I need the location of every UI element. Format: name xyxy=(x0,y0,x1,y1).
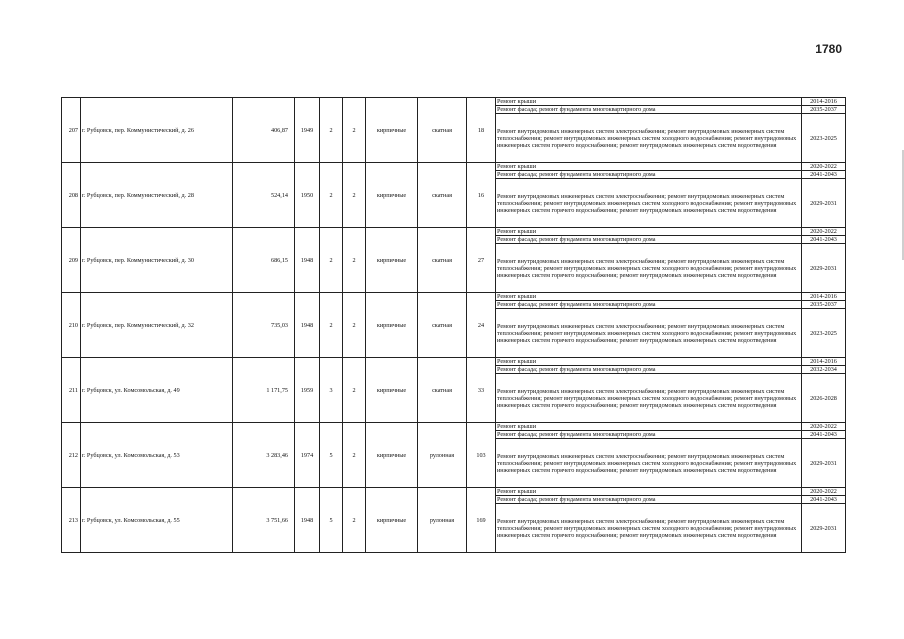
row-number: 209 xyxy=(62,228,81,293)
table-row xyxy=(62,423,846,431)
floors-cell: 5 xyxy=(320,488,343,553)
period-cell: 2041-2043 xyxy=(802,431,846,439)
table-row xyxy=(62,358,846,366)
period-cell: 2029-2031 xyxy=(802,439,846,488)
year-built-cell: 1948 xyxy=(295,228,320,293)
row-number: 208 xyxy=(62,163,81,228)
period-cell: 2035-2037 xyxy=(802,106,846,114)
work-engineering: Ремонт внутридомовых инженерных систем электроснабжения; ремонт внутридомовых инженерных систем теплоснабжения; ремонт внутридомовых инженерных систем холодного водоснабжения; ремонт внутридомовых инженерных систем горячего водоснабжения; ремонт внутридомовых инженерных систем водоотведения xyxy=(496,179,802,228)
row-number: 207 xyxy=(62,98,81,163)
work-facade: Ремонт фасада; ремонт фундамента многоквартирного дома xyxy=(496,236,802,244)
address-cell: г. Рубцовск, ул. Комсомольская, д. 55 xyxy=(81,488,233,553)
area-cell: 686,15 xyxy=(233,228,295,293)
work-facade: Ремонт фасада; ремонт фундамента многоквартирного дома xyxy=(496,366,802,374)
year-built-cell: 1948 xyxy=(295,293,320,358)
address-cell: г. Рубцовск, пер. Коммунистический, д. 32 xyxy=(81,293,233,358)
roof-type-cell: скатная xyxy=(418,228,467,293)
entrances-cell: 2 xyxy=(343,358,366,423)
apartments-cell: 103 xyxy=(467,423,496,488)
period-cell: 2029-2031 xyxy=(802,504,846,553)
row-number: 211 xyxy=(62,358,81,423)
work-roof: Ремонт крыши xyxy=(496,293,802,301)
address-cell: г. Рубцовск, пер. Коммунистический, д. 26 xyxy=(81,98,233,163)
apartments-cell: 27 xyxy=(467,228,496,293)
table-row xyxy=(62,228,846,236)
entrances-cell: 2 xyxy=(343,228,366,293)
row-number: 213 xyxy=(62,488,81,553)
period-cell: 2014-2016 xyxy=(802,293,846,301)
wall-material-cell: кирпичные xyxy=(366,293,418,358)
area-cell: 1 171,75 xyxy=(233,358,295,423)
entrances-cell: 2 xyxy=(343,293,366,358)
area-cell: 406,87 xyxy=(233,98,295,163)
apartments-cell: 18 xyxy=(467,98,496,163)
work-roof: Ремонт крыши xyxy=(496,163,802,171)
table-row xyxy=(62,293,846,301)
wall-material-cell: кирпичные xyxy=(366,163,418,228)
work-facade: Ремонт фасада; ремонт фундамента многоквартирного дома xyxy=(496,496,802,504)
apartments-cell: 16 xyxy=(467,163,496,228)
table-row xyxy=(62,488,846,496)
apartments-cell: 24 xyxy=(467,293,496,358)
period-cell: 2023-2025 xyxy=(802,309,846,358)
roof-type-cell: рулонная xyxy=(418,423,467,488)
table-row xyxy=(62,163,846,171)
wall-material-cell: кирпичные xyxy=(366,358,418,423)
year-built-cell: 1949 xyxy=(295,98,320,163)
roof-type-cell: скатная xyxy=(418,358,467,423)
period-cell: 2041-2043 xyxy=(802,236,846,244)
roof-type-cell: скатная xyxy=(418,293,467,358)
roof-type-cell: скатная xyxy=(418,98,467,163)
work-engineering: Ремонт внутридомовых инженерных систем электроснабжения; ремонт внутридомовых инженерных систем теплоснабжения; ремонт внутридомовых инженерных систем холодного водоснабжения; ремонт внутридомовых инженерных систем горячего водоснабжения; ремонт внутридомовых инженерных систем водоотведения xyxy=(496,309,802,358)
work-facade: Ремонт фасада; ремонт фундамента многоквартирного дома xyxy=(496,106,802,114)
period-cell: 2032-2034 xyxy=(802,366,846,374)
entrances-cell: 2 xyxy=(343,163,366,228)
apartments-cell: 33 xyxy=(467,358,496,423)
period-cell: 2014-2016 xyxy=(802,358,846,366)
period-cell: 2014-2016 xyxy=(802,98,846,106)
floors-cell: 3 xyxy=(320,358,343,423)
work-engineering: Ремонт внутридомовых инженерных систем электроснабжения; ремонт внутридомовых инженерных систем теплоснабжения; ремонт внутридомовых инженерных систем холодного водоснабжения; ремонт внутридомовых инженерных систем горячего водоснабжения; ремонт внутридомовых инженерных систем водоотведения xyxy=(496,114,802,163)
work-roof: Ремонт крыши xyxy=(496,98,802,106)
work-engineering: Ремонт внутридомовых инженерных систем электроснабжения; ремонт внутридомовых инженерных систем теплоснабжения; ремонт внутридомовых инженерных систем холодного водоснабжения; ремонт внутридомовых инженерных систем горячего водоснабжения; ремонт внутридомовых инженерных систем водоотведения xyxy=(496,439,802,488)
wall-material-cell: кирпичные xyxy=(366,98,418,163)
work-roof: Ремонт крыши xyxy=(496,358,802,366)
floors-cell: 2 xyxy=(320,293,343,358)
period-cell: 2041-2043 xyxy=(802,496,846,504)
row-number: 212 xyxy=(62,423,81,488)
year-built-cell: 1959 xyxy=(295,358,320,423)
wall-material-cell: кирпичные xyxy=(366,488,418,553)
floors-cell: 2 xyxy=(320,163,343,228)
row-number: 210 xyxy=(62,293,81,358)
wall-material-cell: кирпичные xyxy=(366,423,418,488)
period-cell: 2020-2022 xyxy=(802,228,846,236)
entrances-cell: 2 xyxy=(343,423,366,488)
year-built-cell: 1974 xyxy=(295,423,320,488)
roof-type-cell: рулонная xyxy=(418,488,467,553)
address-cell: г. Рубцовск, ул. Комсомольская, д. 49 xyxy=(81,358,233,423)
floors-cell: 5 xyxy=(320,423,343,488)
apartments-cell: 169 xyxy=(467,488,496,553)
work-facade: Ремонт фасада; ремонт фундамента многоквартирного дома xyxy=(496,431,802,439)
floors-cell: 2 xyxy=(320,228,343,293)
address-cell: г. Рубцовск, пер. Коммунистический, д. 28 xyxy=(81,163,233,228)
period-cell: 2041-2043 xyxy=(802,171,846,179)
repair-schedule-table xyxy=(61,97,846,553)
work-roof: Ремонт крыши xyxy=(496,488,802,496)
period-cell: 2029-2031 xyxy=(802,179,846,228)
area-cell: 735,03 xyxy=(233,293,295,358)
wall-material-cell: кирпичные xyxy=(366,228,418,293)
address-cell: г. Рубцовск, ул. Комсомольская, д. 53 xyxy=(81,423,233,488)
area-cell: 3 751,66 xyxy=(233,488,295,553)
period-cell: 2035-2037 xyxy=(802,301,846,309)
period-cell: 2029-2031 xyxy=(802,244,846,293)
work-roof: Ремонт крыши xyxy=(496,423,802,431)
year-built-cell: 1950 xyxy=(295,163,320,228)
area-cell: 524,14 xyxy=(233,163,295,228)
period-cell: 2026-2028 xyxy=(802,374,846,423)
period-cell: 2023-2025 xyxy=(802,114,846,163)
period-cell: 2020-2022 xyxy=(802,163,846,171)
work-roof: Ремонт крыши xyxy=(496,228,802,236)
table-row xyxy=(62,98,846,106)
work-facade: Ремонт фасада; ремонт фундамента многоквартирного дома xyxy=(496,171,802,179)
work-engineering: Ремонт внутридомовых инженерных систем электроснабжения; ремонт внутридомовых инженерных систем теплоснабжения; ремонт внутридомовых инженерных систем холодного водоснабжения; ремонт внутридомовых инженерных систем горячего водоснабжения; ремонт внутридомовых инженерных систем водоотведения xyxy=(496,374,802,423)
page-number: 1780 xyxy=(815,42,842,56)
address-cell: г. Рубцовск, пер. Коммунистический, д. 30 xyxy=(81,228,233,293)
area-cell: 3 283,46 xyxy=(233,423,295,488)
roof-type-cell: скатная xyxy=(418,163,467,228)
period-cell: 2020-2022 xyxy=(802,488,846,496)
work-engineering: Ремонт внутридомовых инженерных систем электроснабжения; ремонт внутридомовых инженерных систем теплоснабжения; ремонт внутридомовых инженерных систем холодного водоснабжения; ремонт внутридомовых инженерных систем горячего водоснабжения; ремонт внутридомовых инженерных систем водоотведения xyxy=(496,504,802,553)
entrances-cell: 2 xyxy=(343,98,366,163)
work-facade: Ремонт фасада; ремонт фундамента многоквартирного дома xyxy=(496,301,802,309)
period-cell: 2020-2022 xyxy=(802,423,846,431)
floors-cell: 2 xyxy=(320,98,343,163)
work-engineering: Ремонт внутридомовых инженерных систем электроснабжения; ремонт внутридомовых инженерных систем теплоснабжения; ремонт внутридомовых инженерных систем холодного водоснабжения; ремонт внутридомовых инженерных систем горячего водоснабжения; ремонт внутридомовых инженерных систем водоотведения xyxy=(496,244,802,293)
entrances-cell: 2 xyxy=(343,488,366,553)
year-built-cell: 1948 xyxy=(295,488,320,553)
